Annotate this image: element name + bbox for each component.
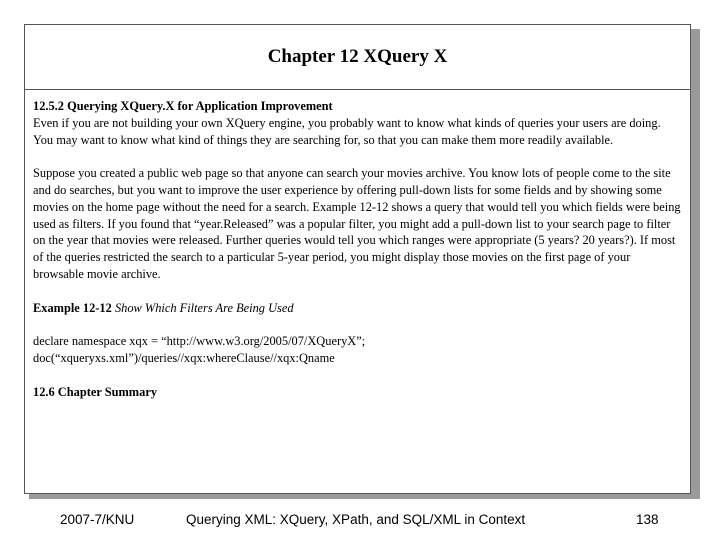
example-label: Example 12-12 (33, 300, 112, 315)
content-box (24, 90, 691, 494)
code-line-1: declare namespace xqx = “http://www.w3.org/2005/07/XQueryX”; (33, 334, 366, 349)
example-title: Show Which Filters Are Being Used (114, 300, 294, 315)
summary-heading: 12.6 Chapter Summary (33, 384, 158, 399)
footer (0, 512, 720, 532)
title-box (24, 24, 691, 90)
slide-title: Chapter 12 XQuery X (267, 46, 448, 67)
spacer (33, 316, 682, 333)
spacer (33, 148, 682, 165)
footer-book-title: Querying XML: XQuery, XPath, and SQL/XML in Context (186, 512, 526, 527)
example-caption (33, 300, 682, 317)
spacer (33, 283, 682, 300)
section-heading: 12.5.2 Querying XQuery.X for Application Improvement (33, 99, 333, 113)
paragraph-2: Suppose you created a public web page so that anyone can search your movies archive. You know lots of people come to the site and do searches, but you want to improve the user experience by offering pull-down lists for some fields and by showing some movies on the home page without the need for a search. Example 12-12 shows a query that would tell you which fields were being used as filters. If you found that “year.Released” was a popular filter, you might add a pull-down list to your search page to filter on the year that movies were released. Further queries would tell you which ranges were appropriate (5 years? 20 years?). If most of the queries restricted the search to a particular 5-year period, you might display those movies on the first page of your browsable movie archive. (33, 166, 681, 281)
footer-date: 2007-7/KNU (60, 512, 135, 527)
page-number: 138 (636, 512, 659, 527)
paragraph-1: Even if you are not building your own XQuery engine, you probably want to know what kinds of queries your users are doing. You may want to know what kind of things they are searching for, so that you can make them more readily available. (33, 115, 661, 147)
spacer (33, 367, 682, 384)
code-line-2: doc(“xqueryxs.xml”)/queries//xqx:whereClause//xqx:Qname (33, 350, 335, 365)
